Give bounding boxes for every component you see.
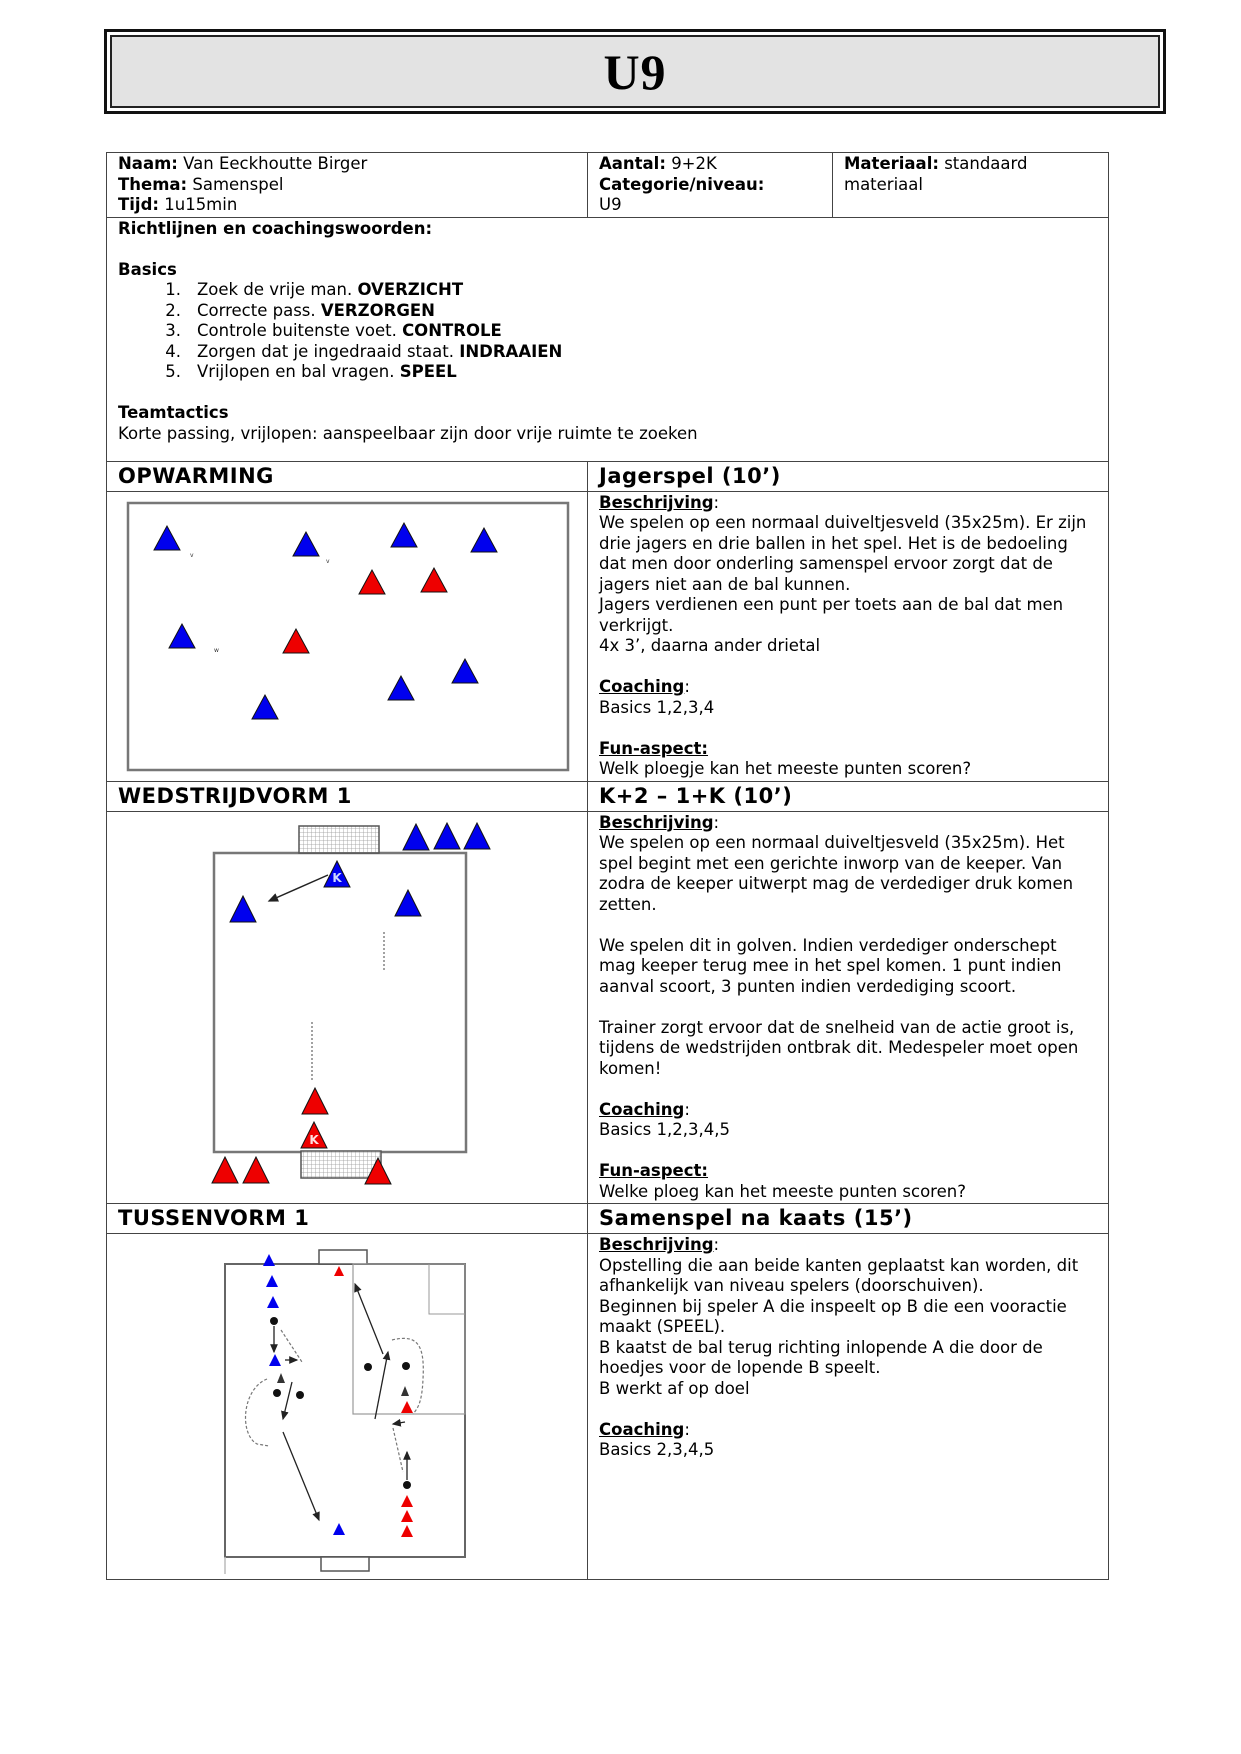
info-material	[833, 153, 1109, 218]
tijd-value: 1u15min	[164, 195, 238, 214]
description-text: Jagers verdienen een punt per toets aan de bal dat men verkrijgt.	[599, 595, 1064, 635]
coaching-label: Coaching	[599, 1099, 685, 1119]
thema-value: Samenspel	[192, 174, 284, 194]
description-text: B kaatst de bal terug richting inlopende A die door de hoedjes voor de lopende B speelt.	[599, 1337, 1043, 1377]
phase-title: WEDSTRIJDVORM 1	[107, 781, 588, 811]
match-diagram	[107, 811, 588, 1204]
beschrijving-label: Beschrijving	[599, 812, 714, 832]
description-text: 4x 3’, daarna ander drietal	[599, 636, 821, 655]
basics-item: 3. Controle buitenste voet. CONTROLE	[165, 321, 502, 340]
basics-item: 1. Zoek de vrije man. OVERZICHT	[165, 280, 464, 299]
coaching-text: Basics 1,2,3,4	[599, 697, 715, 717]
basics-title: Basics	[118, 259, 177, 279]
info-count	[588, 153, 833, 218]
info-row	[107, 153, 1109, 218]
thema-label: Thema:	[118, 174, 188, 194]
description-text: We spelen op een normaal duiveltjesveld (35x25m). Het spel begint met een gerichte inworp van de keeper. Van zodra de keeper uitwerpt mag de verdediger druk komen zetten.	[599, 833, 1074, 914]
aantal-label: Aantal:	[599, 154, 666, 173]
page-title: U9	[603, 43, 667, 100]
teamtactics-text: Korte passing, vrijlopen: aanspeelbaar zijn door vrije ruimte te zoeken	[118, 423, 698, 443]
svg-text:v: v	[190, 551, 194, 559]
warmup-diagram	[107, 491, 588, 781]
aantal-value: 9+2K	[671, 154, 717, 173]
tijd-label: Tijd:	[118, 195, 159, 214]
warmup-description: Beschrijving: We spelen op een normaal duiveltjesveld (35x25m). Er zijn drie jagers en drie ballen in het spel. Het is de bedoeling dat men door onderling samenspel ervoor zorgt dat de jagers niet aan de bal kunnen. Jagers verdienen een punt per toets aan de bal dat men verkrijgt. 4x 3’, daarna ander drietal Coaching: Basics 1,2,3,4 Fun-aspect: Welk ploegje kan het meeste punten scoren?	[588, 491, 1109, 781]
section-content-row	[107, 811, 1109, 1204]
exercise-title: Jagerspel (10’)	[588, 461, 1109, 491]
guidelines-row	[107, 217, 1109, 461]
naam-value: Van Eeckhoutte Birger	[183, 154, 368, 173]
training-sheet	[106, 152, 1109, 1580]
fun-text: Welk ploegje kan het meeste punten scoren?	[599, 759, 972, 778]
guidelines-title: Richtlijnen en coachingswoorden:	[118, 218, 433, 238]
basics-list	[118, 280, 1097, 383]
description-text: Beginnen bij speler A die inspeelt op B die een vooractie maakt (SPEEL).	[599, 1296, 1067, 1336]
coaching-label: Coaching	[599, 1419, 685, 1439]
field-diagram	[107, 812, 587, 1202]
guidelines-cell	[107, 217, 1109, 461]
description-text: We spelen dit in golven. Indien verdediger onderschept mag keeper terug mee in het spel komen. 1 punt indien aanval scoort, 3 punten indien verdediging scoort.	[599, 935, 1062, 996]
coaching-text: Basics 1,2,3,4,5	[599, 1120, 730, 1139]
teamtactics-title: Teamtactics	[118, 403, 229, 422]
section-header-row	[107, 1204, 1109, 1234]
categorie-label: Categorie/niveau:	[599, 174, 765, 194]
naam-label: Naam:	[118, 154, 178, 173]
svg-text:w: w	[214, 646, 219, 654]
phase-title: OPWARMING	[107, 461, 588, 491]
title-banner	[104, 29, 1166, 114]
section-content-row	[107, 491, 1109, 781]
title-box	[110, 35, 1160, 108]
phase-title: TUSSENVORM 1	[107, 1204, 588, 1234]
fun-text: Welke ploeg kan het meeste punten scoren?	[599, 1181, 966, 1201]
description-text: Trainer zorgt ervoor dat de snelheid van de actie groot is, tijdens de wedstrijden ontbrak dit. Medespeler moet open komen!	[599, 1017, 1079, 1078]
field-diagram	[107, 1234, 587, 1579]
basics-item: 4. Zorgen dat je ingedraaid staat. INDRAAIEN	[165, 341, 563, 361]
materiaal-value: standaard materiaal	[844, 154, 1028, 194]
svg-text:v: v	[326, 557, 330, 565]
description-text: B werkt af op doel	[599, 1378, 750, 1398]
intermediate-description: Beschrijving: Opstelling die aan beide kanten geplaatst kan worden, dit afhankelijk van niveau spelers (doorschuiven). Beginnen bij speler A die inspeelt op B die een vooractie maakt (SPEEL). B kaatst de bal terug richting inlopende A die door de hoedjes voor de lopende B speelt. B werkt af op doel Coaching: Basics 2,3,4,5	[588, 1234, 1109, 1580]
fun-label: Fun-aspect:	[599, 1161, 709, 1180]
match-description: Beschrijving: We spelen op een normaal duiveltjesveld (35x25m). Het spel begint met een gerichte inworp van de keeper. Van zodra de keeper uitwerpt mag de verdediger druk komen zetten. We spelen dit in golven. Indien verdediger onderschept mag keeper terug mee in het spel komen. 1 punt indien aanval scoort, 3 punten indien verdediging scoort. Trainer zorgt ervoor dat de snelheid van de actie groot is, tijdens de wedstrijden ontbrak dit. Medespeler moet open komen! Coaching: Basics 1,2,3,4,5 Fun-aspect: Welke ploeg kan het meeste punten scoren?	[588, 811, 1109, 1204]
coaching-text: Basics 2,3,4,5	[599, 1440, 715, 1459]
exercise-title: K+2 – 1+K (10’)	[588, 781, 1109, 811]
coaching-label: Coaching	[599, 677, 685, 696]
exercise-title: Samenspel na kaats (15’)	[588, 1204, 1109, 1234]
categorie-value: U9	[599, 195, 622, 214]
basics-item: 5. Vrijlopen en bal vragen. SPEEL	[165, 362, 457, 381]
section-header-row	[107, 461, 1109, 491]
keeper-label: K	[309, 1132, 319, 1147]
intermediate-diagram	[107, 1234, 588, 1580]
fun-label: Fun-aspect:	[599, 738, 709, 758]
field-diagram	[107, 492, 587, 780]
beschrijving-label: Beschrijving	[599, 1235, 714, 1254]
section-header-row	[107, 781, 1109, 811]
info-general	[107, 153, 588, 218]
basics-item: 2. Correcte pass. VERZORGEN	[165, 300, 435, 320]
description-text: We spelen op een normaal duiveltjesveld (35x25m). Er zijn drie jagers en drie ballen in het spel. Het is de bedoeling dat men door onderling samenspel ervoor zorgt dat de jagers niet aan de bal kunnen.	[599, 513, 1087, 594]
keeper-label: K	[332, 870, 342, 885]
materiaal-label: Materiaal:	[844, 154, 939, 173]
beschrijving-label: Beschrijving	[599, 492, 714, 512]
description-text: Opstelling die aan beide kanten geplaatst kan worden, dit afhankelijk van niveau spelers (doorschuiven).	[599, 1255, 1079, 1295]
section-content-row	[107, 1234, 1109, 1580]
